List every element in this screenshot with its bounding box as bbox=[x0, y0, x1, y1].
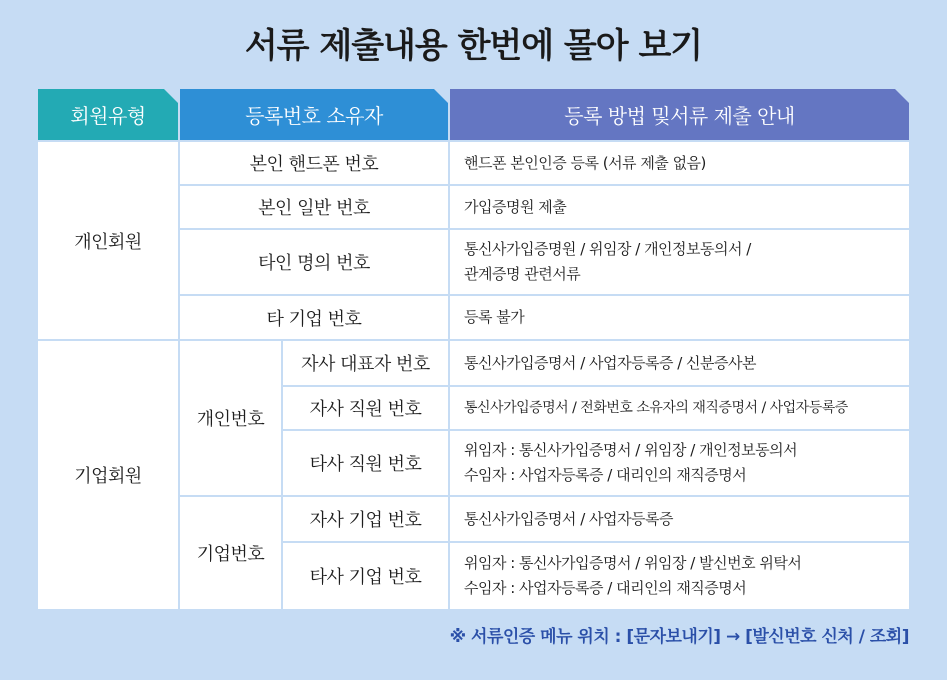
method-line: 가입증명원 제출 bbox=[464, 197, 567, 216]
owner-cell: 자사 기업 번호 bbox=[283, 497, 448, 541]
method-line: 관계증명 관련서류 bbox=[464, 265, 581, 283]
method-line: 수임자 : 사업자등록증 / 대리인의 재직증명서 bbox=[464, 466, 747, 484]
method-cell bbox=[450, 387, 909, 429]
method-cell bbox=[450, 142, 909, 184]
method-line: 수임자 : 사업자등록증 / 대리인의 재직증명서 bbox=[464, 579, 747, 597]
group-business: 기업회원 bbox=[38, 341, 178, 609]
info-table bbox=[38, 89, 909, 609]
method-line: 위임자 : 통신사가입증명서 / 위임장 / 개인정보동의서 bbox=[464, 441, 798, 459]
method-line: 통신사가입증명서 / 사업자등록증 bbox=[464, 509, 673, 528]
method-line: 위임자 : 통신사가입증명서 / 위임장 / 발신번호 위탁서 bbox=[464, 554, 802, 572]
owner-cell: 타사 직원 번호 bbox=[283, 431, 448, 495]
method-line: 통신사가입증명서 / 사업자등록증 / 신분증사본 bbox=[464, 353, 756, 372]
owner-cell: 타인 명의 번호 bbox=[180, 230, 448, 294]
method-line: 등록 불가 bbox=[464, 308, 525, 326]
method-line: 핸드폰 본인인증 등록 (서류 제출 없음) bbox=[464, 153, 706, 172]
method-cell bbox=[450, 230, 909, 294]
page-title: 서류 제출내용 한번에 몰아 보기 bbox=[244, 26, 703, 66]
owner-cell: 타사 기업 번호 bbox=[283, 543, 448, 609]
method-cell bbox=[450, 431, 909, 495]
group-personal: 개인회원 bbox=[38, 142, 178, 339]
method-cell bbox=[450, 543, 909, 609]
owner-cell: 본인 핸드폰 번호 bbox=[180, 142, 448, 184]
owner-cell: 본인 일반 번호 bbox=[180, 186, 448, 228]
method-line: 통신사가입증명원 / 위임장 / 개인정보동의서 / bbox=[464, 240, 751, 258]
owner-cell: 타 기업 번호 bbox=[180, 296, 448, 339]
method-cell bbox=[450, 296, 909, 339]
header-number-owner: 등록번호 소유자 bbox=[180, 89, 448, 140]
method-cell bbox=[450, 186, 909, 228]
subgroup-personal-number: 개인번호 bbox=[180, 341, 281, 495]
method-cell bbox=[450, 497, 909, 541]
header-method: 등록 방법 및서류 제출 안내 bbox=[450, 89, 909, 140]
method-line: 통신사가입증명서 / 전화번호 소유자의 재직증명서 / 사업자등록증 bbox=[464, 399, 848, 416]
owner-cell: 자사 직원 번호 bbox=[283, 387, 448, 429]
menu-location-note: ※ 서류인증 메뉴 위치 : [문자보내기] → [발신번호 신처 / 조회] bbox=[449, 627, 909, 647]
header-member-type: 회원유형 bbox=[38, 89, 178, 140]
owner-cell: 자사 대표자 번호 bbox=[283, 341, 448, 385]
subgroup-corp-number: 기업번호 bbox=[180, 497, 281, 609]
method-cell bbox=[450, 341, 909, 385]
